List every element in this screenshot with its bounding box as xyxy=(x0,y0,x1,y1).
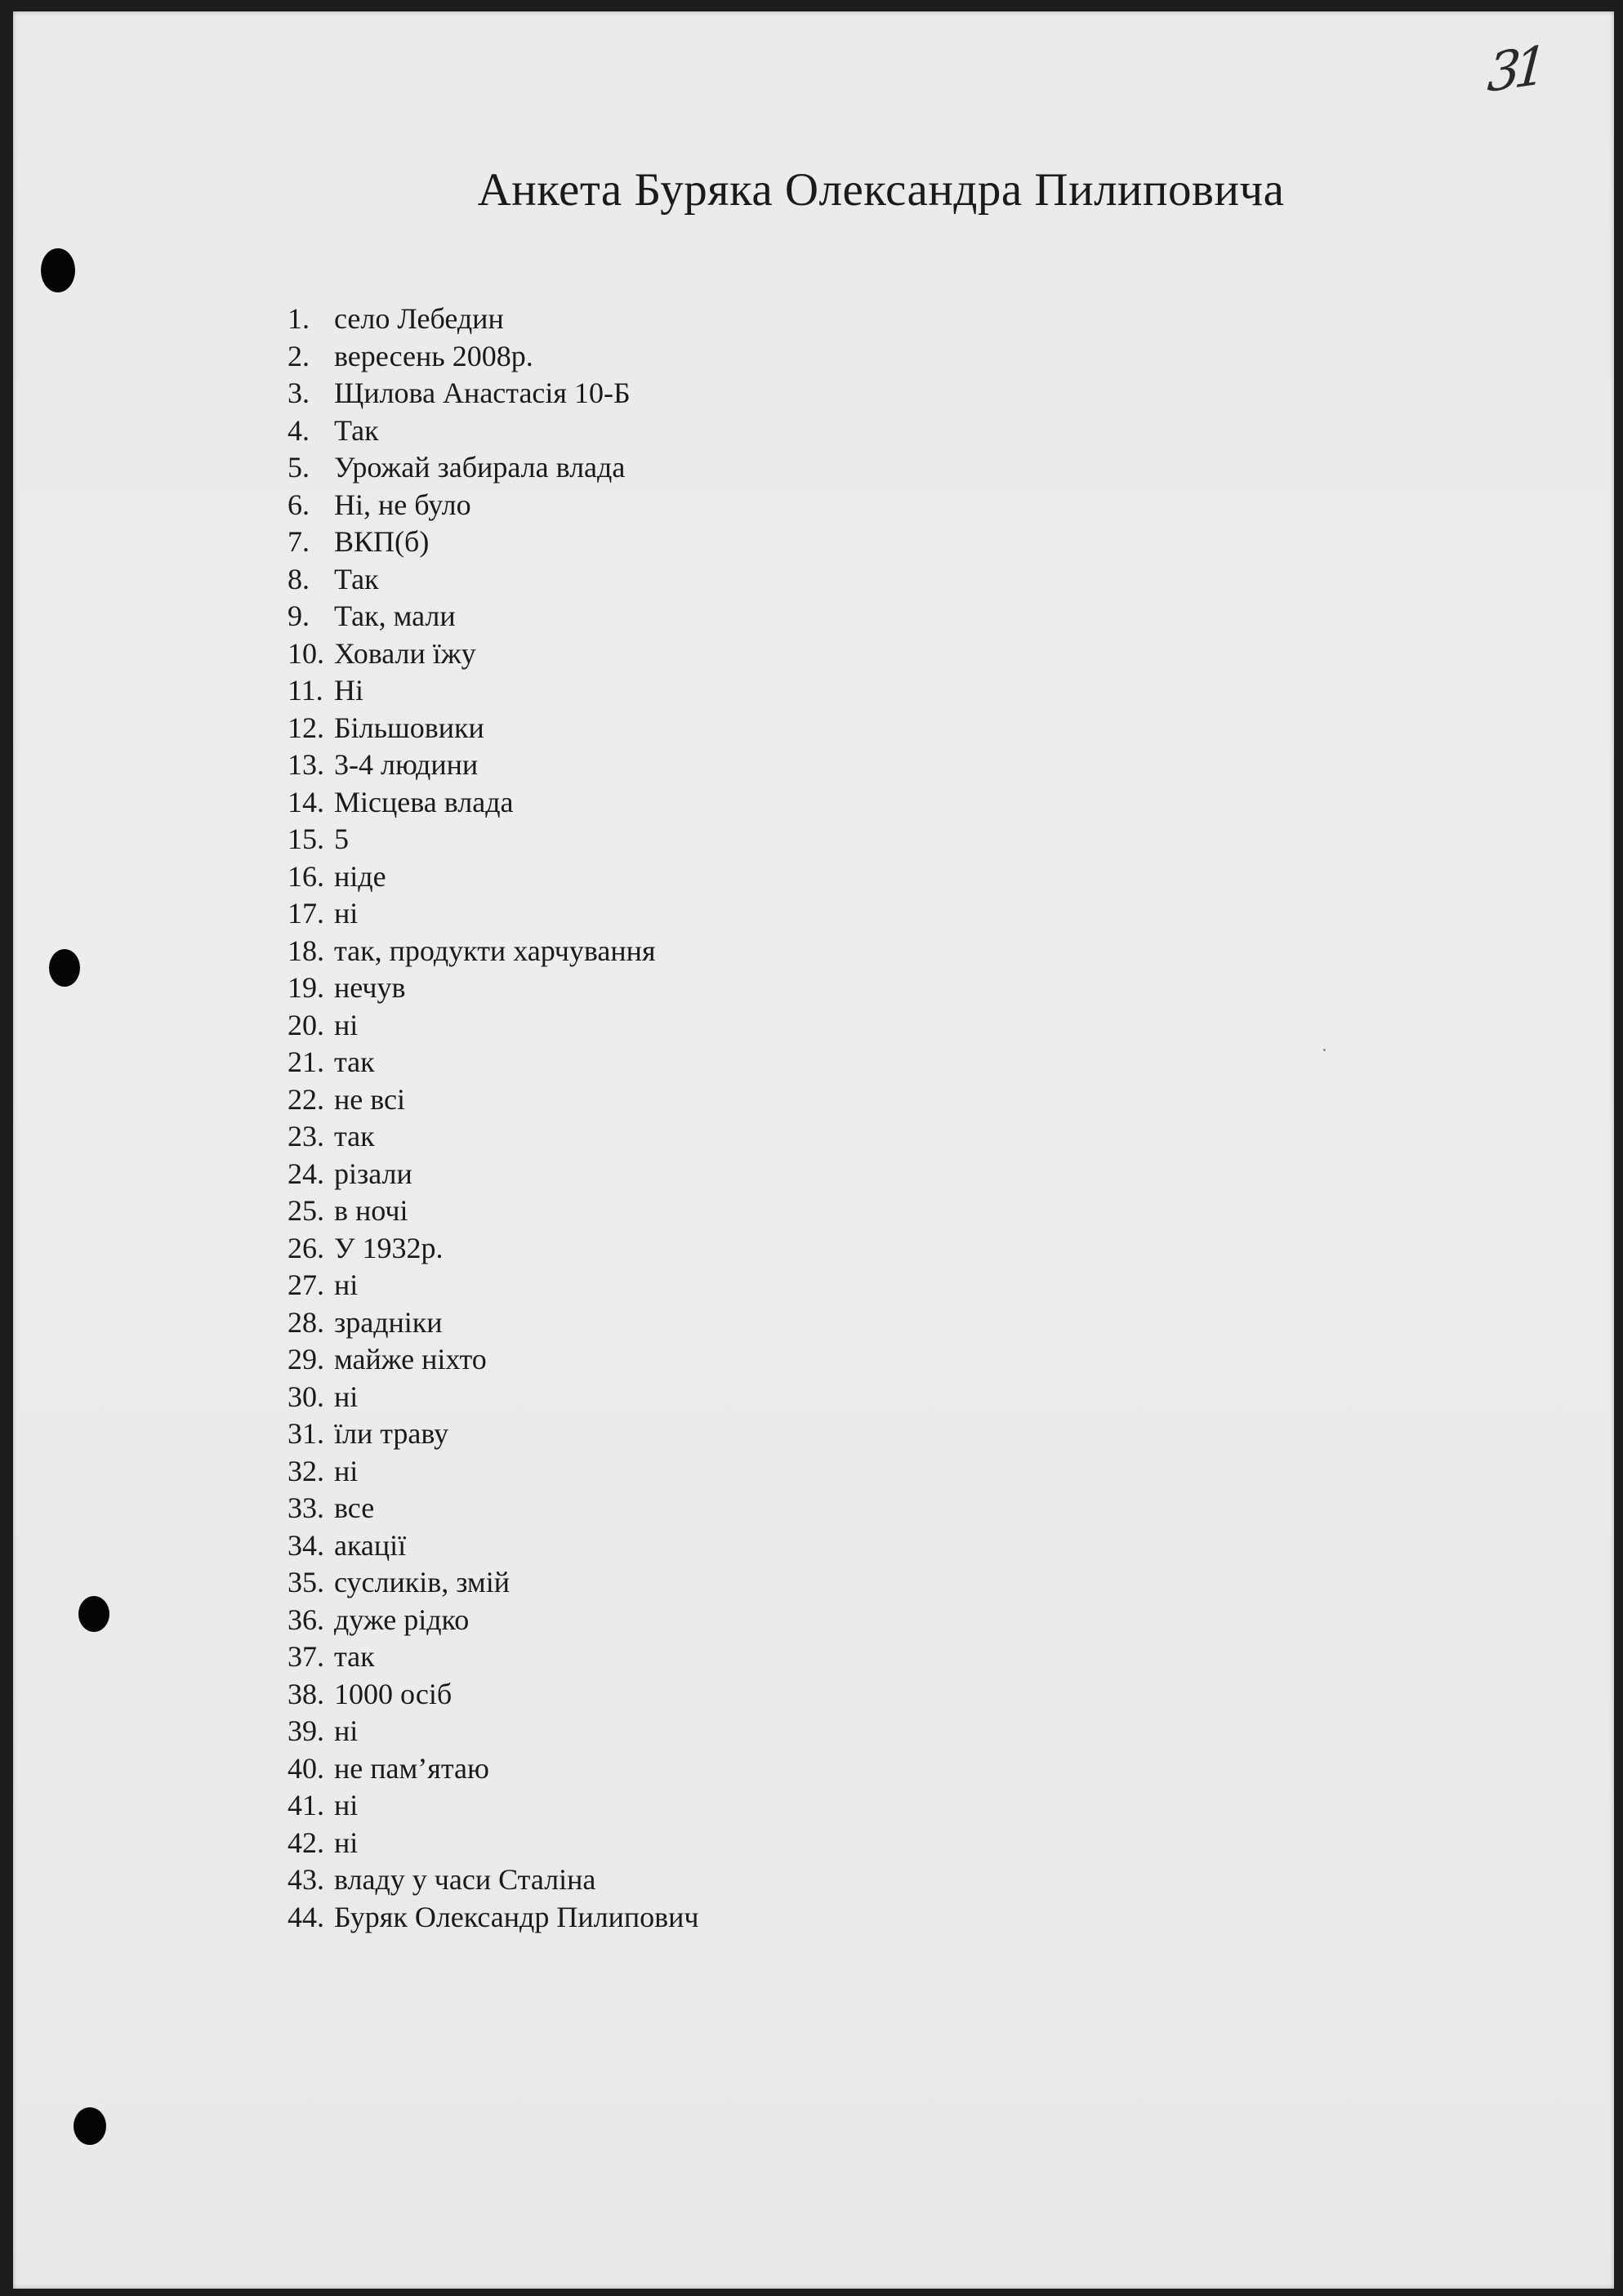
answer-item xyxy=(288,895,698,933)
answer-number: 8. xyxy=(288,562,310,595)
answer-item xyxy=(288,1007,698,1045)
answer-number: 36. xyxy=(288,1603,324,1636)
answer-item xyxy=(288,858,698,896)
answer-number: 4. xyxy=(288,413,310,447)
answer-number: 20. xyxy=(288,1008,324,1041)
answer-number: 19. xyxy=(288,971,324,1004)
answer-item xyxy=(288,1490,698,1527)
answer-number: 37. xyxy=(288,1640,324,1673)
answer-item xyxy=(288,487,698,524)
answer-text: ні xyxy=(334,1789,359,1821)
answer-text: майже ніхто xyxy=(334,1343,487,1375)
answer-text: ні xyxy=(334,1268,359,1301)
answer-number: 9. xyxy=(288,600,310,632)
answer-text: Буряк Олександр Пилипович xyxy=(334,1900,699,1933)
answer-number: 24. xyxy=(288,1157,324,1190)
answer-number: 25. xyxy=(288,1194,324,1227)
answer-text: село Лебедин xyxy=(334,302,504,335)
punch-hole xyxy=(78,1596,109,1632)
answer-text: Урожай забирала влада xyxy=(334,451,626,484)
answer-number: 40. xyxy=(288,1751,324,1785)
answer-text: Так xyxy=(334,413,379,447)
answer-text: акації xyxy=(334,1528,407,1562)
answer-text: все xyxy=(334,1491,375,1524)
answer-item xyxy=(288,933,698,970)
answer-item xyxy=(288,1118,698,1156)
answer-number: 5. xyxy=(288,451,310,484)
answer-number: 27. xyxy=(288,1268,324,1301)
answer-item xyxy=(288,1861,698,1899)
answer-item xyxy=(288,635,698,673)
answer-item xyxy=(288,449,698,487)
answer-item xyxy=(288,1713,698,1750)
paper-speck xyxy=(1323,1049,1326,1051)
answer-item xyxy=(288,1564,698,1602)
answer-item xyxy=(288,1304,698,1342)
answer-number: 6. xyxy=(288,488,310,521)
answer-item xyxy=(288,1379,698,1416)
answer-text: Місцева влада xyxy=(334,785,514,818)
answer-text: так xyxy=(334,1045,375,1078)
answer-text: Щилова Анастасія 10-Б xyxy=(334,377,631,409)
answer-text: сусликів, змій xyxy=(334,1566,510,1598)
answer-item xyxy=(288,1453,698,1491)
answer-item xyxy=(288,1602,698,1639)
answer-item xyxy=(288,1638,698,1676)
answer-text: 1000 осіб xyxy=(334,1677,453,1710)
answer-number: 28. xyxy=(288,1305,324,1339)
answer-text: У 1932р. xyxy=(334,1231,444,1264)
answer-text: 5 xyxy=(334,823,349,855)
page-title: Анкета Буряка Олександра Пилиповича xyxy=(477,164,1285,216)
punch-hole xyxy=(41,248,75,292)
answer-number: 39. xyxy=(288,1714,324,1747)
answer-number: 26. xyxy=(288,1231,324,1264)
answer-text: ні xyxy=(334,1380,359,1413)
answer-item xyxy=(288,747,698,784)
answer-text: не пам’ятаю xyxy=(334,1751,489,1785)
answer-item xyxy=(288,1527,698,1565)
answer-text: ні xyxy=(334,1008,359,1041)
answer-item xyxy=(288,301,698,338)
answer-number: 2. xyxy=(288,339,310,372)
answer-item xyxy=(288,1415,698,1453)
answer-number: 44. xyxy=(288,1900,324,1933)
answer-number: 42. xyxy=(288,1826,324,1859)
answer-item xyxy=(288,1081,698,1119)
answer-text: різали xyxy=(334,1157,412,1190)
document-page xyxy=(13,11,1614,2289)
answer-item xyxy=(288,1156,698,1193)
answer-text: владу у часи Сталіна xyxy=(334,1863,596,1896)
answer-text: не всі xyxy=(334,1082,406,1116)
punch-hole xyxy=(74,2107,106,2145)
answers-list xyxy=(288,301,698,1936)
answer-number: 38. xyxy=(288,1677,324,1710)
answer-number: 1. xyxy=(288,302,310,335)
answer-text: ні xyxy=(334,1454,359,1487)
answer-item xyxy=(288,1676,698,1714)
answer-item xyxy=(288,338,698,376)
answer-item xyxy=(288,1044,698,1081)
answer-item xyxy=(288,710,698,747)
answer-number: 18. xyxy=(288,934,324,967)
answer-item xyxy=(288,412,698,450)
answer-number: 29. xyxy=(288,1343,324,1375)
answer-text: 3-4 людини xyxy=(334,748,479,781)
answer-text: так xyxy=(334,1120,375,1152)
answer-text: Так, мали xyxy=(334,600,456,632)
answer-text: їли траву xyxy=(334,1417,449,1450)
answer-number: 15. xyxy=(288,823,324,855)
answer-text: ВКП(б) xyxy=(334,525,430,558)
answer-number: 13. xyxy=(288,748,324,781)
answer-item xyxy=(288,1193,698,1230)
answer-item xyxy=(288,524,698,561)
answer-number: 3. xyxy=(288,377,310,409)
answer-text: ні xyxy=(334,1826,359,1859)
answer-item xyxy=(288,784,698,822)
answer-number: 14. xyxy=(288,785,324,818)
answer-item xyxy=(288,598,698,635)
answer-text: Ховали їжу xyxy=(334,636,476,670)
answer-number: 30. xyxy=(288,1380,324,1413)
answer-number: 33. xyxy=(288,1491,324,1524)
answer-item xyxy=(288,970,698,1007)
answer-item xyxy=(288,1230,698,1268)
answer-item xyxy=(288,1825,698,1862)
answer-item xyxy=(288,1341,698,1379)
answer-number: 22. xyxy=(288,1082,324,1116)
answer-number: 32. xyxy=(288,1454,324,1487)
answer-text: ні xyxy=(334,1714,359,1747)
answer-number: 7. xyxy=(288,525,310,558)
answer-number: 16. xyxy=(288,859,324,893)
answer-number: 34. xyxy=(288,1528,324,1562)
answer-number: 17. xyxy=(288,897,324,930)
answer-text: в ночі xyxy=(334,1194,408,1227)
answer-item xyxy=(288,561,698,599)
answer-text: дуже рідко xyxy=(334,1603,470,1636)
punch-hole xyxy=(49,949,80,987)
answer-number: 21. xyxy=(288,1045,324,1078)
answer-text: Так xyxy=(334,562,379,595)
answer-number: 11. xyxy=(288,674,323,707)
answer-item xyxy=(288,1787,698,1825)
answer-text: Ні, не було xyxy=(334,488,471,521)
answer-number: 35. xyxy=(288,1566,324,1598)
answer-text: так, продукти харчування xyxy=(334,934,656,967)
answer-item xyxy=(288,1899,698,1937)
answer-text: ні xyxy=(334,897,359,930)
answer-item xyxy=(288,821,698,858)
answer-item xyxy=(288,375,698,412)
answer-number: 10. xyxy=(288,636,324,670)
answer-text: ніде xyxy=(334,859,386,893)
answer-item xyxy=(288,1267,698,1304)
answer-number: 12. xyxy=(288,711,324,744)
answer-item xyxy=(288,672,698,710)
answer-text: так xyxy=(334,1640,375,1673)
answer-number: 23. xyxy=(288,1120,324,1152)
answer-text: зрадніки xyxy=(334,1305,443,1339)
answer-text: Ні xyxy=(334,674,363,707)
answer-text: нечув xyxy=(334,971,406,1004)
answer-text: вересень 2008р. xyxy=(334,339,533,372)
handwritten-page-number: 31 xyxy=(1485,35,1543,105)
answer-number: 43. xyxy=(288,1863,324,1896)
answer-text: Більшовики xyxy=(334,711,484,744)
answer-number: 41. xyxy=(288,1789,324,1821)
answer-item xyxy=(288,1750,698,1788)
answer-number: 31. xyxy=(288,1417,324,1450)
